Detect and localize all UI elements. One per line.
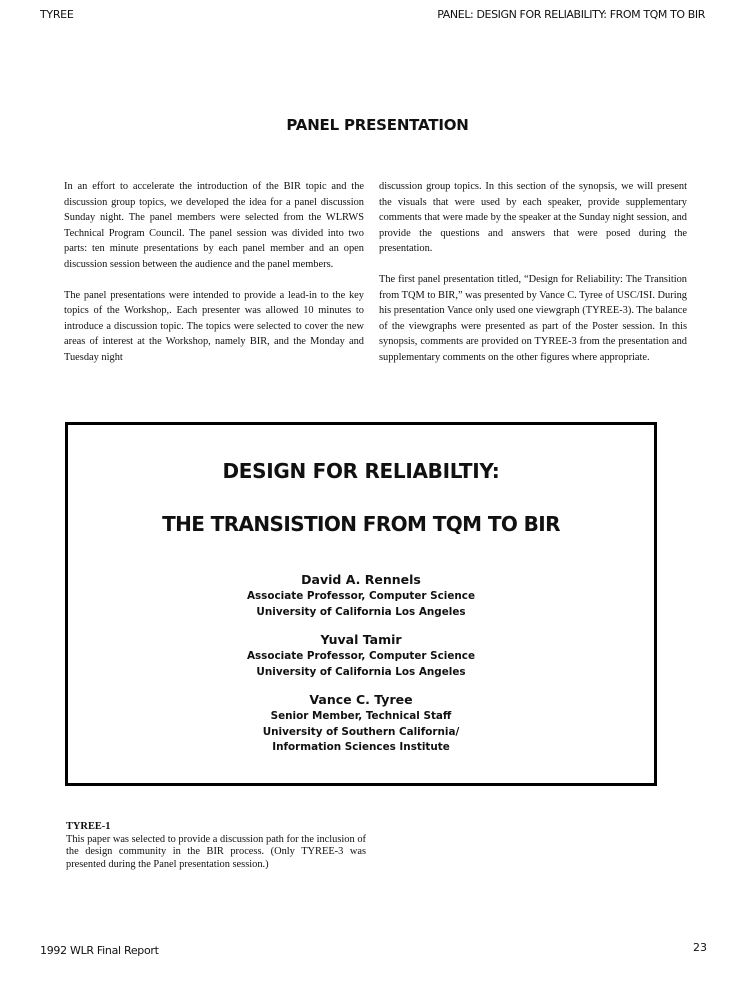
author-block — [68, 691, 654, 756]
figure-title-line-1: DESIGN FOR RELIABILTIY: — [222, 459, 500, 483]
author-block — [68, 631, 654, 680]
body-column-right — [379, 179, 687, 381]
figure-title-slide — [65, 422, 657, 786]
paragraph: discussion group topics. In this section of the synopsis, we will present the visuals that were used by each speaker, provide supplementary comments that were made by the speaker at the Sunday night session, and provide the questions and answers that were posed during the presentation. — [379, 181, 687, 255]
author-name: Vance C. Tyree — [309, 692, 413, 707]
footer-report-title: 1992 WLR Final Report — [40, 944, 159, 957]
author-title: Associate Professor, Computer Science — [246, 590, 476, 602]
running-header-left: TYREE — [40, 8, 74, 21]
paragraph: The first panel presentation titled, “Design for Reliability: The Transition from TQM to BIR,” was presented by Vance C. Tyree of USC/ISI. During his presentation Vance only used one viewgraph (TYREE-3). The balance of the viewgraphs were presented as part of the Poster session. In this synopsis, comments are provided on TYREE-3 from the presentation and supplementary comments on the other figures where appropriate. — [379, 273, 687, 363]
author-affiliation: University of California Los Angeles — [256, 665, 466, 678]
caption-label: TYREE-1 — [66, 821, 111, 832]
section-title: PANEL PRESENTATION — [286, 116, 469, 134]
author-block — [68, 571, 654, 620]
figure-caption — [66, 821, 366, 871]
body-column-left — [64, 179, 364, 381]
figure-title-line-2: THE TRANSISTION FROM TQM TO BIR — [162, 512, 560, 536]
author-list — [68, 571, 654, 767]
paragraph: The panel presentations were intended to provide a lead-in to the key topics of the Workshop,. Each presenter was allowed 10 minutes to introduce a discussion topic. The topics were selected to cover the new areas of interest at the Workshop, namely BIR, and the Monday and Tuesday night — [64, 289, 364, 363]
page-number: 23 — [693, 941, 707, 954]
author-name: Yuval Tamir — [320, 632, 402, 647]
author-title: Senior Member, Technical Staff — [270, 710, 452, 722]
paragraph: In an effort to accelerate the introduction of the BIR topic and the discussion group topics, we developed the idea for a panel discussion Sunday night. The panel members were selected from the WLRWS Technical Program Council. The panel session was divided into two parts: ten minute presentations by each panel member and an open discussion session between the audience and the panel members. — [64, 181, 364, 270]
caption-text: This paper was selected to provide a discussion path for the inclusion of the design community in the BIR process. (Only TYREE-3 was presented during the Panel presentation session.) — [66, 833, 366, 870]
author-name: David A. Rennels — [301, 572, 421, 587]
author-affiliation: University of California Los Angeles — [256, 605, 466, 618]
author-title: Associate Professor, Computer Science — [246, 650, 476, 662]
running-header-right: PANEL: DESIGN FOR RELIABILITY: FROM TQM TO BIR — [437, 8, 705, 21]
author-affiliation: Information Sciences Institute — [272, 741, 450, 753]
author-affiliation: University of Southern California/ — [262, 725, 460, 738]
